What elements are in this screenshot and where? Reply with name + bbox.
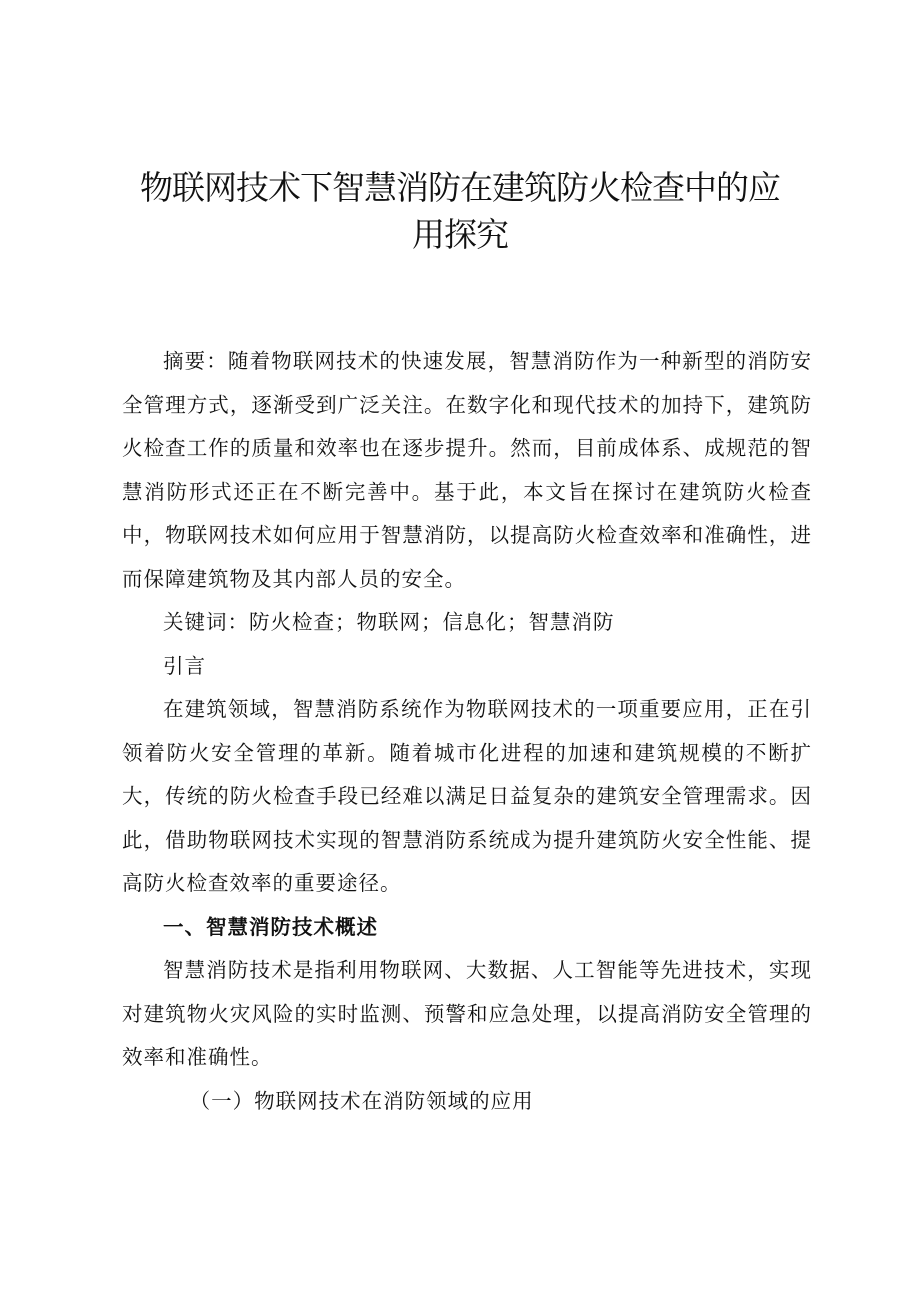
section-1-paragraph: 智慧消防技术是指利用物联网、大数据、人工智能等先进技术，实现对建筑物火灾风险的实时监测、预警和应急处理，以提高消防安全管理的效率和准确性。 xyxy=(122,958,812,1069)
section-1-heading: 一、智慧消防技术概述 xyxy=(163,914,378,939)
intro-heading: 引言 xyxy=(163,653,206,678)
document-body xyxy=(122,340,812,1123)
title-line-2: 用探究 xyxy=(412,215,508,254)
title-line-1: 物联网技术下智慧消防在建筑防火检查中的应 xyxy=(140,168,780,207)
document-title xyxy=(120,164,800,258)
abstract-paragraph: 摘要：随着物联网技术的快速发展，智慧消防作为一种新型的消防安全管理方式，逐渐受到广泛关注。在数字化和现代技术的加持下，建筑防火检查工作的质量和效率也在逐步提升。然而，目前成体系、成规范的智慧消防形式还正在不断完善中。基于此，本文旨在探讨在建筑防火检查中，物联网技术如何应用于智慧消防，以提高防火检查效率和准确性，进而保障建筑物及其内部人员的安全。 xyxy=(122,349,812,591)
subsection-1-heading: （一）物联网技术在消防领域的应用 xyxy=(189,1088,534,1113)
keywords-line: 关键词：防火检查；物联网；信息化；智慧消防 xyxy=(163,610,615,634)
intro-paragraph: 在建筑领域，智慧消防系统作为物联网技术的一项重要应用，正在引领着防火安全管理的革新。随着城市化进程的加速和建筑规模的不断扩大，传统的防火检查手段已经难以满足日益复杂的建筑安全管理需求。因此，借助物联网技术实现的智慧消防系统成为提升建筑防火安全性能、提高防火检查效率的重要途径。 xyxy=(122,697,812,895)
